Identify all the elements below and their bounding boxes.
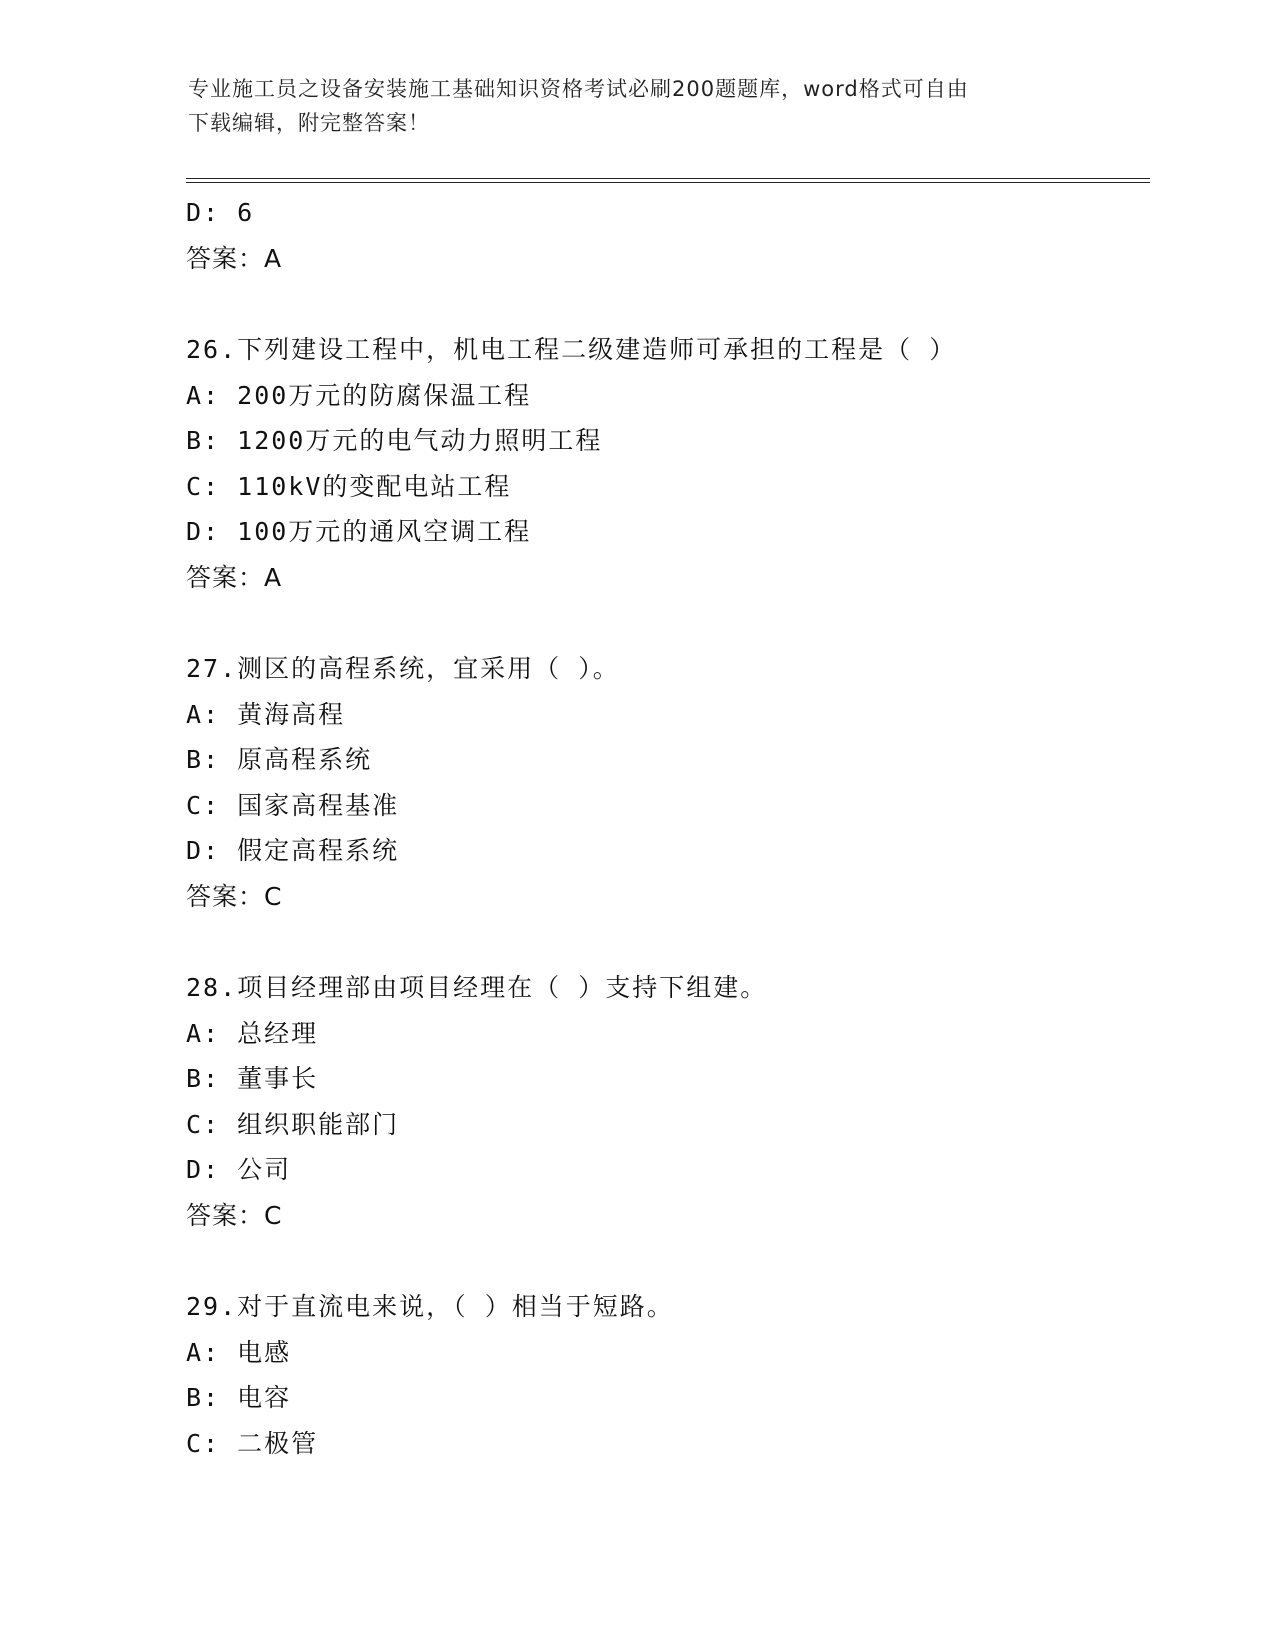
option-c: C: 二极管 bbox=[186, 1428, 319, 1458]
header-divider-bottom bbox=[186, 182, 1150, 183]
option-a: A: 200万元的防腐保温工程 bbox=[186, 380, 532, 410]
question-27 bbox=[186, 646, 1146, 919]
header-divider-top bbox=[186, 178, 1150, 179]
question-stem: 27.测区的高程系统，宜采用（ ）。 bbox=[186, 654, 620, 683]
option-c: C: 国家高程基准 bbox=[186, 790, 400, 820]
question-26 bbox=[186, 327, 1146, 600]
question-28 bbox=[186, 965, 1146, 1238]
answer: 答案：C bbox=[186, 881, 283, 911]
question-stem: 26.下列建设工程中，机电工程二级建造师可承担的工程是（ ） bbox=[186, 335, 957, 364]
option-d: D: 假定高程系统 bbox=[186, 836, 400, 865]
spacer bbox=[186, 1238, 1146, 1284]
option-c: C: 组织职能部门 bbox=[186, 1109, 400, 1139]
header-line-1: 专业施工员之设备安装施工基础知识资格考试必刷200题题库，word格式可自由 bbox=[188, 77, 969, 101]
spacer bbox=[186, 281, 1146, 327]
option-b: B: 1200万元的电气动力照明工程 bbox=[186, 426, 603, 455]
question-29 bbox=[186, 1284, 1146, 1466]
spacer bbox=[186, 600, 1146, 646]
question-stem: 29.对于直流电来说，（ ）相当于短路。 bbox=[186, 1292, 674, 1321]
option-a: A: 黄海高程 bbox=[186, 699, 346, 729]
option-a: A: 电感 bbox=[186, 1337, 292, 1367]
document-header bbox=[188, 72, 1068, 140]
option-b: B: 董事长 bbox=[186, 1064, 319, 1093]
prev-option-d: D: 6 bbox=[186, 198, 255, 227]
answer: 答案：A bbox=[186, 562, 283, 592]
option-a: A: 总经理 bbox=[186, 1018, 319, 1048]
option-c: C: 110kV的变配电站工程 bbox=[186, 471, 512, 501]
option-b: B: 电容 bbox=[186, 1383, 292, 1412]
option-d: D: 100万元的通风空调工程 bbox=[186, 517, 532, 546]
option-b: B: 原高程系统 bbox=[186, 745, 373, 774]
header-line-2: 下载编辑，附完整答案！ bbox=[188, 111, 430, 135]
answer: 答案：C bbox=[186, 1200, 283, 1230]
spacer bbox=[186, 919, 1146, 965]
question-list bbox=[186, 190, 1146, 1466]
option-d: D: 公司 bbox=[186, 1155, 292, 1184]
prev-answer: 答案：A bbox=[186, 243, 283, 273]
question-stem: 28.项目经理部由项目经理在（ ）支持下组建。 bbox=[186, 973, 768, 1002]
